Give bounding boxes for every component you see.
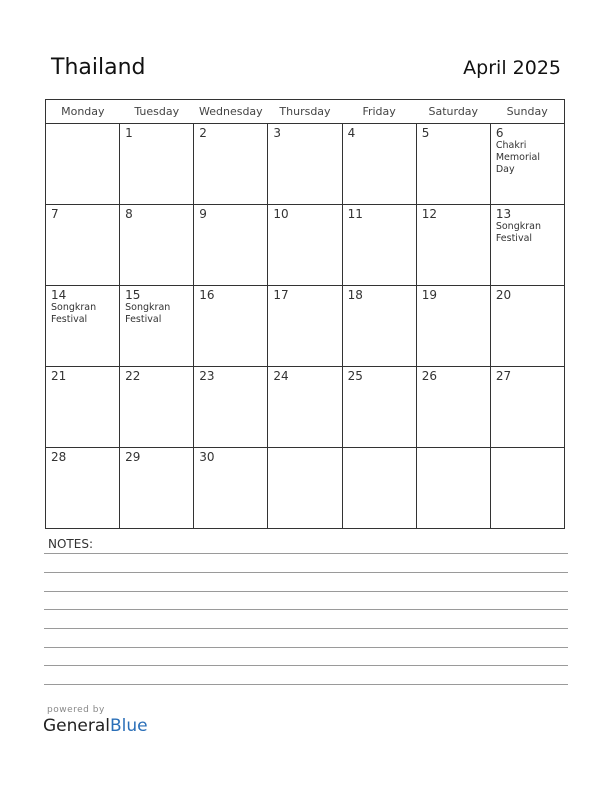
notes-line (44, 684, 568, 685)
weekday-header: Saturday (416, 100, 490, 124)
notes-line (44, 609, 568, 610)
day-cell (120, 205, 194, 286)
day-cell (268, 286, 342, 367)
day-cell (342, 286, 416, 367)
day-cell (490, 205, 564, 286)
day-cell (268, 124, 342, 205)
day-cell (120, 367, 194, 448)
holiday-label: Songkran Festival (125, 302, 171, 325)
day-cell (268, 367, 342, 448)
day-number: 22 (125, 369, 141, 383)
day-cell (194, 448, 268, 529)
day-number: 16 (199, 288, 215, 302)
day-cell (416, 367, 490, 448)
day-number: 3 (273, 126, 282, 140)
day-number: 30 (199, 450, 215, 464)
day-cell (46, 286, 120, 367)
day-cell (416, 448, 490, 529)
day-number: 28 (51, 450, 67, 464)
calendar-month-title: April 2025 (463, 57, 561, 79)
day-number: 27 (495, 369, 512, 383)
day-cell (490, 124, 564, 205)
holiday-label: Songkran Festival (495, 221, 541, 244)
notes-line (44, 572, 568, 573)
weekday-header: Thursday (268, 100, 342, 124)
day-number: 6 (495, 126, 504, 140)
day-number: 7 (51, 207, 59, 221)
day-number: 14 (51, 288, 67, 302)
powered-by-text: powered by (47, 705, 105, 715)
day-number: 26 (421, 369, 437, 383)
weekday-header-row (46, 100, 565, 124)
weekday-header: Tuesday (120, 100, 194, 124)
day-cell (194, 205, 268, 286)
day-number: 10 (273, 207, 289, 221)
calendar-country-title: Thailand (51, 55, 146, 80)
notes-line (44, 553, 568, 554)
day-cell (46, 205, 120, 286)
holiday-label: Chakri Memorial Day (495, 140, 540, 175)
notes-line (44, 591, 568, 592)
logo-blue-text: Blue (110, 716, 148, 736)
day-number: 25 (347, 369, 363, 383)
day-number: 19 (421, 288, 437, 302)
day-cell (120, 286, 194, 367)
day-cell (342, 124, 416, 205)
day-cell (268, 205, 342, 286)
day-number: 1 (125, 126, 133, 140)
notes-line (44, 665, 568, 666)
weekday-header: Sunday (490, 100, 564, 124)
notes-line (44, 647, 568, 648)
day-number: 5 (421, 126, 430, 140)
day-cell (46, 448, 120, 529)
day-cell (416, 205, 490, 286)
day-cell (416, 286, 490, 367)
generalblue-logo (43, 716, 148, 736)
day-cell (268, 448, 342, 529)
day-cell (490, 367, 564, 448)
calendar-grid (45, 99, 565, 529)
day-cell (46, 367, 120, 448)
weekday-header: Monday (46, 100, 120, 124)
week-row (46, 286, 565, 367)
day-cell (120, 448, 194, 529)
notes-label: NOTES: (48, 537, 93, 551)
day-number: 24 (273, 369, 289, 383)
day-cell (120, 124, 194, 205)
day-number: 9 (199, 207, 207, 221)
week-row (46, 205, 565, 286)
day-number: 8 (125, 207, 133, 221)
day-cell (194, 124, 268, 205)
week-row (46, 367, 565, 448)
holiday-label: Songkran Festival (51, 302, 97, 325)
day-number: 4 (347, 126, 356, 140)
day-cell (342, 448, 416, 529)
week-row (46, 448, 565, 529)
day-cell (342, 205, 416, 286)
day-cell (490, 448, 564, 529)
day-cell (416, 124, 490, 205)
day-number: 21 (51, 369, 67, 383)
day-number: 18 (347, 288, 363, 302)
day-cell (46, 124, 120, 205)
week-row (46, 124, 565, 205)
weekday-header: Wednesday (194, 100, 268, 124)
day-number: 13 (495, 207, 512, 221)
day-number: 17 (273, 288, 289, 302)
day-number: 2 (199, 126, 207, 140)
day-number: 23 (199, 369, 215, 383)
day-number: 15 (125, 288, 141, 302)
day-number: 12 (421, 207, 437, 221)
day-number: 11 (347, 207, 363, 221)
weekday-header: Friday (342, 100, 416, 124)
day-number: 20 (495, 288, 512, 302)
day-number: 29 (125, 450, 141, 464)
day-cell (194, 367, 268, 448)
notes-line (44, 628, 568, 629)
day-cell (194, 286, 268, 367)
logo-general-text: General (43, 716, 110, 736)
day-cell (342, 367, 416, 448)
day-cell (490, 286, 564, 367)
